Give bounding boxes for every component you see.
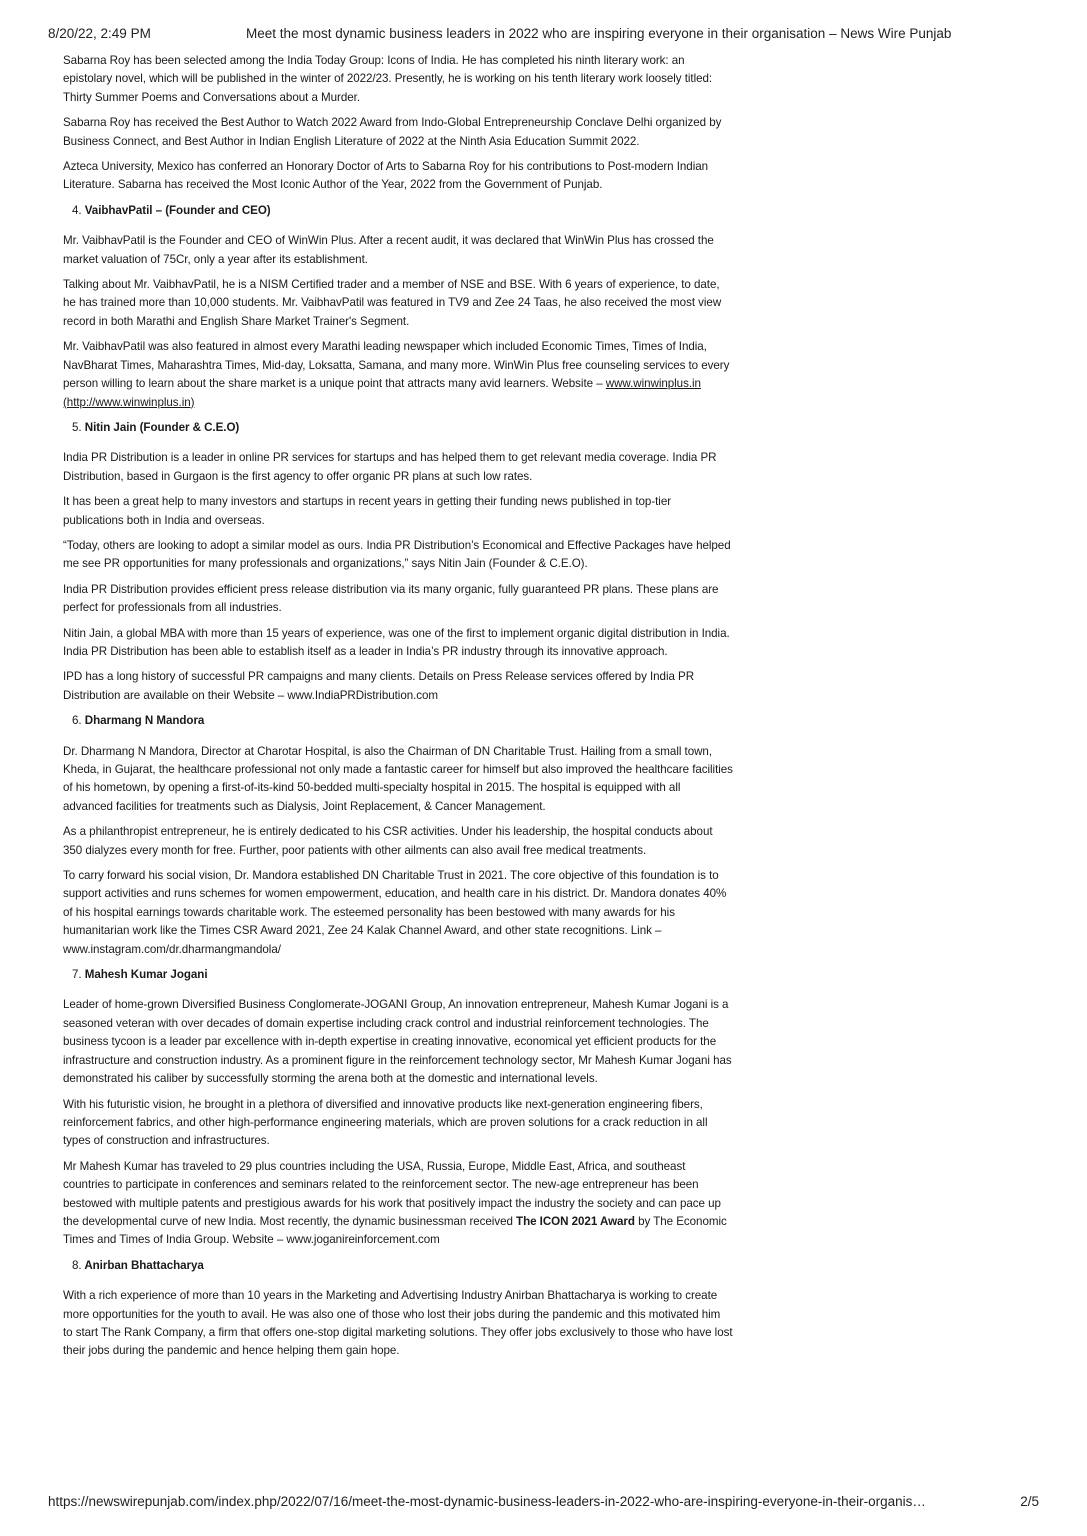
paragraph: Talking about Mr. VaibhavPatil, he is a NISM Certified trader and a member of NSE and BSE. With 6 years of experience, to date, he has trained more than 10,000 students. Mr. VaibhavPatil was featured in TV9 and Zee 24 Taas, he also received the most view record in both Marathi and English Share Market Trainer's Segment. (63, 278, 722, 328)
paragraph (63, 1158, 733, 1250)
paragraph: “Today, others are looking to adopt a similar model as ours. India PR Distribution’s Economical and Effective Packages have helped me see PR opportunities for many professionals and organizations,” says Nitin Jain (Founder & C.E.O). (63, 538, 731, 571)
section-number: 5. (72, 420, 82, 434)
paragraph: With a rich experience of more than 10 years in the Marketing and Advertising Industry Anirban Bhattacharya is working to create more opportunities for the youth to avail. He was also one of those who lost their jobs during the pandemic and this motivated him to start The Rank Company, a firm that offers one-stop digital marketing solutions. They offer jobs exclusively to those who have lost their jobs during the pandemic and hence helping them gain hope. (63, 1289, 733, 1358)
section-heading-dharmang-mandora (72, 712, 733, 730)
award-name: The ICON 2021 Award (516, 1214, 635, 1228)
paragraph: To carry forward his social vision, Dr. Mandora established DN Charitable Trust in 2021. The core objective of this foundation is to support activities and runs schemes for women empowerment, education, and health care in his district. Dr. Mandora donates 40% of his hospital earnings towards charitable work. The esteemed personality has been bestowed with many awards for his humanitarian work like the Times CSR Award 2021, Zee 24 Kalak Channel Award, and other state recognitions. Link – www.instagram.com/dr.dharmangmandola/ (63, 869, 727, 956)
paragraph-text: Mr Mahesh Kumar has traveled to 29 plus countries including the USA, Russia, Europe, Middle East, Africa, and southeast countries to participate in conferences and seminars related to the reinforcement sector. The new-age entrepreneur has been bestowed with multiple patents and prestigious awards for his work that positively impact the industry the society and can pace up the developmental curve of new India. Most recently, the dynamic businessman received (63, 1159, 721, 1228)
paragraph: Azteca University, Mexico has conferred an Honorary Doctor of Arts to Sabarna Roy for his contributions to Post-modern Indian Literature. Sabarna has received the Most Iconic Author of the Year, 2022 from the Government of Punjab. (63, 160, 709, 192)
winwinplus-link[interactable]: www.winwinplus.in (http://www.winwinplus.in) (63, 377, 701, 409)
print-url: https://newswirepunjab.com/index.php/2022/07/16/meet-the-most-dynamic-business-leaders-in-2022-who-are-inspiring-everyone-in-their-organis… (48, 1494, 926, 1509)
section-number: 6. (72, 714, 82, 728)
paragraph: Sabarna Roy has been selected among the India Today Group: Icons of India. He has completed his ninth literary work: an epistolary novel, which will be published in the winter of 2022/23. Presently, he is working on his tenth literary work loosely titled: Thirty Summer Poems and Conversations about a Murder. (63, 54, 713, 104)
paragraph: It has been a great help to many investors and startups in recent years in getting their funding news published in top-tier publications both in India and overseas. (63, 495, 672, 527)
paragraph-text: by The Economic Times and Times of India Group. Website – www.joganireinforcement.com (63, 1214, 727, 1247)
section-title: Nitin Jain (Founder & C.E.O) (84, 420, 240, 434)
paragraph: IPD has a long history of successful PR campaigns and many clients. Details on Press Release services offered by India PR Distribution are available on their Website – www.IndiaPRDistribution.com (63, 670, 695, 702)
section-number: 4. (72, 203, 82, 217)
section-title: Mahesh Kumar Jogani (84, 968, 208, 982)
paragraph-text: Mr. VaibhavPatil was also featured in almost every Marathi leading newspaper which included Economic Times, Times of India, NavBharat Times, Maharashtra Times, Mid-day, Loksatta, Samana, and many more. WinWin Plus free counseling services to every person willing to learn about the share market is a unique point that attracts many avid learners. Website – (63, 340, 730, 391)
paragraph: India PR Distribution is a leader in online PR services for startups and has helped them to get relevant media coverage. India PR Distribution, based in Gurgaon is the first agency to offer organic PR plans at such low rates. (63, 451, 717, 483)
section-title: VaibhavPatil – (Founder and CEO) (84, 203, 271, 217)
section-heading-nitin-jain (72, 419, 733, 437)
paragraph: With his futuristic vision, he brought in a plethora of diversified and innovative products like next-generation engineering fibers, reinforcement fabrics, and other high-performance engineering materials, which are proven solutions for a crack reduction in all types of construction and infrastructures. (63, 1097, 708, 1148)
print-page-title: Meet the most dynamic business leaders in 2022 who are inspiring everyone in their organisation – News Wire Punjab (246, 26, 952, 41)
article-body (63, 52, 733, 1368)
section-heading-mahesh-jogani (72, 966, 733, 984)
paragraph: As a philanthropist entrepreneur, he is entirely dedicated to his CSR activities. Under his leadership, the hospital conducts about 350 dialyzes every month for free. Further, poor patients with other ailments can also avail free medical treatments. (63, 825, 713, 857)
section-number: 8. (72, 1258, 82, 1272)
paragraph (63, 338, 733, 412)
paragraph: Mr. VaibhavPatil is the Founder and CEO of WinWin Plus. After a recent audit, it was declared that WinWin Plus has crossed the market valuation of 75Cr, only a year after its establishment. (63, 234, 714, 266)
section-number: 7. (72, 968, 82, 982)
page-number: 2/5 (1020, 1494, 1039, 1509)
paragraph: Sabarna Roy has received the Best Author to Watch 2022 Award from Indo-Global Entrepreneurship Conclave Delhi organized by Business Connect, and Best Author in Indian English Literature of 2022 at the Ninth Asia Education Summit 2022. (63, 116, 722, 148)
section-heading-anirban-bhattacharya (72, 1257, 733, 1275)
paragraph: India PR Distribution provides efficient press release distribution via its many organic, fully guaranteed PR plans. These plans are perfect for professionals from all industries. (63, 582, 719, 615)
paragraph: Nitin Jain, a global MBA with more than 15 years of experience, was one of the first to implement organic digital distribution in India. India PR Distribution has been able to establish itself as a leader in India’s PR industry through its innovative approach. (63, 626, 730, 658)
paragraph: Leader of home-grown Diversified Business Conglomerate-JOGANI Group, An innovation entrepreneur, Mahesh Kumar Jogani is a seasoned veteran with over decades of domain expertise including crack control and industrial reinforcement technologies. The business tycoon is a leader par excellence with in-depth expertise in creating innovative, economical yet efficient products for the infrastructure and construction industry. As a prominent figure in the reinforcement technology sector, Mr Mahesh Kumar Jogani has demonstrated his caliber by successfully storming the arena both at the domestic and international levels. (63, 998, 732, 1086)
section-heading-vaibhav-patil (72, 202, 733, 220)
section-title: Dharmang N Mandora (84, 714, 205, 728)
print-timestamp: 8/20/22, 2:49 PM (48, 26, 151, 41)
paragraph: Dr. Dharmang N Mandora, Director at Charotar Hospital, is also the Chairman of DN Charitable Trust. Hailing from a small town, Kheda, in Gujarat, the healthcare professional not only made a fantastic career for himself but also improved the healthcare facilities of his hometown, by opening a first-of-its-kind 50-bedded multi-specialty hospital in 2015. The hospital is equipped with all advanced facilities for treatments such as Dialysis, Joint Replacement, & Cancer Management. (63, 744, 733, 813)
section-title: Anirban Bhattacharya (84, 1258, 204, 1272)
